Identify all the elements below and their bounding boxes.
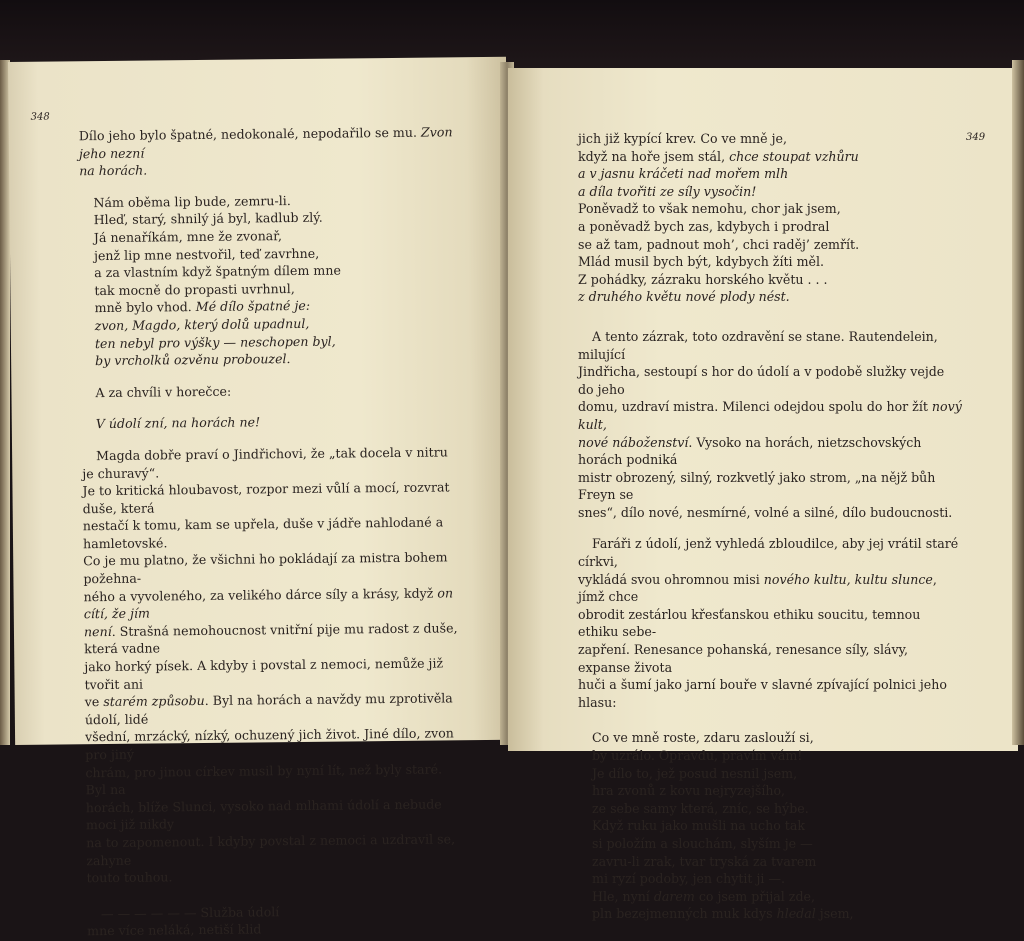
right-prose-2: [578, 535, 962, 711]
text-line: [83, 514, 463, 553]
text-line: [578, 729, 962, 747]
text-span: ve: [84, 694, 104, 710]
text-span: domu, uzdraví mistra. Milenci odejdou spolu do hor žít: [578, 399, 932, 415]
italic-span: Zvon jeho nezní: [78, 124, 453, 161]
page-number-right: 349: [966, 132, 986, 143]
text-line: [578, 905, 962, 923]
text-line: [86, 830, 466, 869]
left-closing-verse: [87, 901, 467, 940]
text-span: Já nenaříkám, mne že zvonař,: [93, 228, 282, 246]
text-span: zapření. Renesance pohanská, renesance síly, slávy, expanse života: [578, 642, 909, 675]
text-span: — — — — — — Služba údolí: [100, 903, 280, 921]
text-line: [578, 853, 962, 871]
text-span: Co ve mně roste, zdaru zaslouží si,: [592, 730, 814, 746]
text-span: Poněvadž to však nemohu, chor jak jsem,: [578, 201, 841, 217]
text-line: [578, 571, 962, 606]
text-span: Je dílo to, jež posud nesnil jsem,: [592, 765, 798, 781]
text-line: [79, 123, 459, 162]
right-verse-top: [578, 130, 962, 306]
italic-span: nový kult,: [578, 399, 962, 432]
text-span: touto touhou.: [86, 869, 173, 886]
text-span: co jsem přijal zde,: [694, 888, 815, 904]
text-line: [578, 835, 962, 853]
text-line: [578, 817, 962, 835]
text-span: Dílo jeho bylo špatné, nedokonalé, nepodařilo se mu.: [78, 124, 422, 144]
text-span: mne více neláká, netiší klid: [87, 921, 262, 939]
text-span: pln bezejmenných muk kdys: [592, 906, 777, 922]
text-span: nestačí k tomu, kam se upřela, duše v jádře nahlodané a hamletovské.: [82, 514, 444, 552]
right-prose-1: [578, 328, 962, 522]
text-span: všední, mrzácký, nízký, ochuzený jich život. Jiné dílo, zvon pro jiný: [84, 725, 454, 763]
text-span: . Byl na horách a navždy mu zprotivěla údolí, lidé: [84, 690, 453, 728]
text-span: ze sebe samy která, zníc, se hýbe.: [592, 800, 809, 816]
text-span: tak mocně do propasti uvrhnul,: [94, 280, 295, 298]
text-span: když na hoře jsem stál,: [578, 148, 730, 164]
text-span: ného a vyvoleného, za velikého dárce síly a krásy, když: [83, 585, 438, 604]
text-line: [84, 654, 464, 693]
text-span: , jímž chce: [578, 571, 937, 605]
text-line: [87, 919, 467, 941]
text-span: A tento zázrak, toto ozdravění se stane. Rautendelein, milující: [578, 328, 938, 362]
italic-span: ten nebyl pro výšky — neschopen byl,: [94, 333, 336, 351]
text-span: Je to kritická hloubavost, rozpor mezi vůlí a mocí, rozvrat duše, která: [82, 479, 450, 516]
italic-span: nového kultu, kultu slunce: [763, 571, 933, 587]
text-line: [578, 130, 962, 148]
text-span: Faráři z údolí, jenž vyhledá zbloudilce, aby jej vrátil staré církvi,: [578, 536, 959, 570]
text-line: [578, 398, 962, 433]
text-span: jsem,: [815, 906, 854, 922]
italic-span: a díla tvořiti ze síly vysočin!: [578, 183, 757, 199]
text-span: obrodit zestárlou křesťanskou ethiku soucitu, temnou ethiku sebe-: [578, 606, 921, 640]
italic-span: by vrcholků ozvěnu probouzel.: [95, 351, 291, 369]
text-span: hra zvonů z kovu nejryzejšího,: [592, 783, 786, 799]
italic-span: hledal: [776, 906, 816, 922]
right-page: [508, 68, 1018, 922]
text-span: mistr obrozený, silný, rozkvetlý jako strom, „na nějž bůh Freyn se: [578, 469, 936, 503]
text-line: [578, 606, 962, 641]
text-span: horách, blíže Slunci, vysoko nad mlhami údolí a nebude moci již nikdy: [85, 796, 442, 833]
text-span: Hle, nyní: [592, 888, 654, 904]
text-line: [578, 641, 962, 676]
italic-span: on cítí, že jím: [83, 585, 454, 622]
text-line: [578, 165, 962, 183]
left-intro-lines: [79, 123, 460, 180]
page-number-left: 348: [30, 111, 50, 123]
left-para-b: V údolí zní, na horách ne!: [95, 414, 261, 432]
text-span: jenž lip mne nestvořil, teď zavrhne,: [93, 245, 320, 263]
text-line: [578, 434, 962, 469]
text-span: Mlád musil bych být, kdybych žíti měl.: [578, 254, 824, 270]
left-para-a: A za chvíli v horečce:: [95, 383, 232, 400]
text-line: [578, 870, 962, 888]
text-line: [82, 443, 462, 482]
text-line: [578, 747, 962, 765]
italic-span: darem: [653, 888, 695, 904]
text-span: huči a šumí jako jarní bouře v slavné zpívající polnici jeho hlasu:: [578, 677, 947, 710]
text-span: Co je mu platno, že všichni ho pokládají za mistra bohem požehna-: [83, 549, 448, 587]
book-edge-right: [1012, 60, 1024, 745]
text-line: [578, 328, 962, 363]
text-line: [578, 236, 962, 254]
text-span: na to zapomenout. I kdyby povstal z nemoci a uzdravil se, zahyne: [86, 831, 456, 868]
text-span: Hleď, starý, shnilý já byl, kadlub zlý.: [93, 210, 323, 228]
text-span: jich již kypící krev. Co ve mně je,: [578, 131, 787, 146]
text-line: [578, 888, 962, 906]
text-span: mně bylo vhod.: [94, 299, 196, 316]
text-line: [578, 363, 962, 398]
text-line: [578, 765, 962, 783]
text-line: [578, 800, 962, 818]
text-line: [84, 619, 464, 658]
text-line: [578, 469, 962, 504]
text-span: chrám, pro jinou církev musil by nyní lít, než byly staré. Byl na: [85, 761, 443, 798]
text-line: [578, 148, 962, 166]
text-line: [578, 535, 962, 570]
italic-span: na horách.: [79, 162, 148, 179]
italic-span: zvon, Magdo, který dolů upadnul,: [94, 315, 310, 334]
text-line: [578, 288, 962, 306]
text-line: [85, 725, 465, 764]
left-page: [8, 57, 513, 939]
text-span: jako horký písek. A kdyby i povstal z nemoci, nemůže již tvořit ani: [84, 655, 444, 692]
italic-span: starém způsobu: [103, 693, 205, 710]
text-span: Magda dobře praví o Jindřichovi, že „tak docela v nitru je churavý“.: [82, 444, 448, 481]
italic-span: z druhého květu nové plody nést.: [578, 289, 790, 305]
left-page-text: [79, 123, 467, 940]
text-line: [578, 218, 962, 236]
text-span: se až tam, padnout moh’, chci raděj’ zemřít.: [578, 236, 860, 252]
italic-span: a v jasnu kráčeti nad mořem mlh: [578, 166, 789, 182]
right-page-text: [578, 130, 962, 923]
text-line: [82, 478, 462, 517]
text-span: a za vlastním když špatným dílem mne: [94, 262, 341, 281]
text-span: Z pohádky, zázraku horského květu . . .: [578, 271, 828, 287]
text-span: a poněvadž bych zas, kdybych i prodral: [578, 218, 830, 234]
text-span: mi ryzí podoby, jen chytit ji —.: [592, 871, 786, 887]
text-span: by uzrálo. Opravdu, pravím vám!: [592, 748, 803, 763]
italic-span: Mé dílo špatné je:: [195, 298, 311, 315]
text-line: [578, 676, 962, 711]
text-line: [83, 549, 463, 588]
text-line: [578, 504, 962, 522]
text-line: [85, 760, 465, 799]
text-span: . Vysoko na horách, nietzschovských horách podniká: [578, 434, 922, 468]
text-span: snes“, dílo nové, nesmírné, volné a silné, dílo budoucnosti.: [578, 504, 953, 520]
italic-span: chce stoupat vzhůru: [729, 148, 859, 164]
text-line: [578, 200, 962, 218]
text-span: Jindřicha, sestoupí s hor do údolí a v podobě služky vejde do jeho: [578, 364, 945, 397]
text-span: zavru-li zrak, tvar tryská za tvarem: [592, 853, 817, 869]
text-span: si položím a slouchám, slyším je —: [592, 835, 813, 851]
text-span: vykládá svou ohromnou misi: [578, 571, 764, 587]
text-line: [578, 271, 962, 289]
text-line: [86, 795, 466, 834]
text-span: Nám oběma lip bude, zemru-li.: [93, 192, 291, 210]
text-line: [578, 782, 962, 800]
text-line: [85, 689, 465, 728]
left-verse-1: [79, 190, 461, 370]
italic-span: není: [83, 623, 112, 640]
text-line: [578, 183, 962, 201]
left-prose: [82, 443, 467, 887]
right-verse-bottom: [578, 729, 962, 923]
italic-span: nové náboženství: [578, 434, 689, 450]
text-span: . Strašná nemohoucnost vnitřní pije mu radost z duše, která vadne: [84, 620, 458, 657]
text-line: [84, 584, 464, 623]
text-span: Když ruku jako mušli na ucho tak: [592, 818, 805, 834]
text-line: [578, 253, 962, 271]
